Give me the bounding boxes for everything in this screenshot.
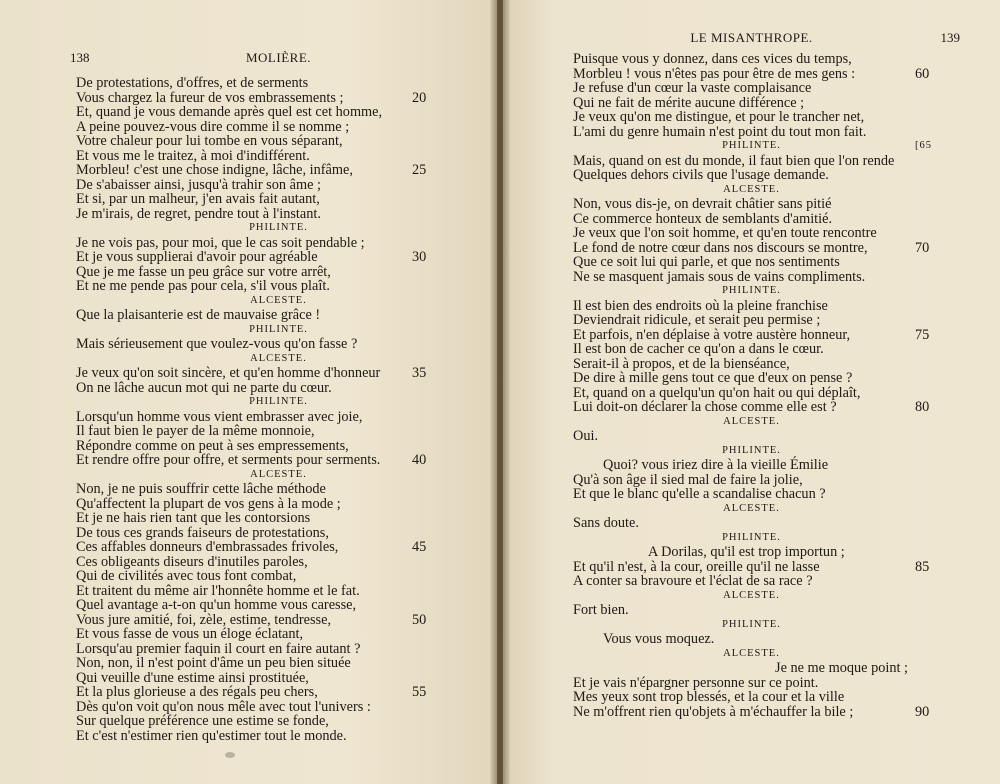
verse-text: Morbleu ! vous n'êtes pas pour être de mes gens : <box>573 65 856 82</box>
verse-text: Vous vous moquez. <box>603 631 715 647</box>
line-number: 40 <box>412 452 427 468</box>
verse-text: Lorsqu'au premier faquin il court en faire autant ? <box>76 640 361 657</box>
verse-text: Que je me fasse un peu grâce sur votre arrêt, <box>76 263 331 280</box>
speaker-name <box>60 221 497 236</box>
verse-text: Mes yeux sont trop blessés, et la cour et la ville <box>573 689 845 705</box>
verse-text: Je ne me moque point ; <box>775 660 909 676</box>
verse-text: Et que le blanc qu'elle a scandalise chacun ? <box>573 486 826 502</box>
verse-text: Je veux qu'on me distingue, et pour le trancher net, <box>573 109 865 125</box>
verse-text: Non, vous dis-je, on devrait châtier sans pitié <box>573 196 832 212</box>
verse-text: Puisque vous y donnez, dans ces vices du temps, <box>573 51 852 67</box>
verse-line <box>503 96 1000 111</box>
verse-text: Qu'à son âge il sied mal de faire la jolie, <box>573 471 803 488</box>
line-number: 50 <box>412 611 427 628</box>
verse-line <box>0 497 497 512</box>
verse-line <box>503 487 1000 502</box>
speaker-name <box>503 284 1000 299</box>
verse-line <box>0 410 497 425</box>
line-number: 90 <box>915 703 930 720</box>
verse-line <box>0 192 497 207</box>
speaker-label: PHILINTE. <box>722 140 781 151</box>
verse-text: De protestations, d'offres, et de serments <box>76 75 309 91</box>
verse-text: Mais, quand on est du monde, il faut bien que l'on rende <box>573 152 895 169</box>
page-smudge <box>225 752 235 758</box>
verse-line <box>0 178 497 193</box>
verse-line <box>503 676 1000 691</box>
verse-text: Je m'irais, de regret, pendre tout à l'instant. <box>76 205 321 222</box>
verse-line <box>0 236 497 251</box>
speaker-label: PHILINTE. <box>249 323 308 335</box>
verse-text: Et vous me le traitez, à moi d'indifférent. <box>76 147 310 164</box>
verse-line <box>0 729 497 744</box>
verse-text: Quoi? vous iriez dire à la vieille Émilie <box>603 457 829 473</box>
verse-line <box>503 357 1000 372</box>
speaker-name <box>503 139 1000 154</box>
verse-text: Ces obligeants diseurs d'inutiles paroles, <box>76 553 308 570</box>
verse-line <box>0 598 497 613</box>
verse-line <box>0 337 497 352</box>
verse-text: Oui. <box>573 428 599 444</box>
verse-text: Ne m'offrent rien qu'objets à m'échauffer la bile ; <box>573 703 854 720</box>
right-page-text <box>503 52 1000 719</box>
verse-line <box>503 473 1000 488</box>
verse-text: On ne lâche aucun mot qui ne parte du cœur. <box>76 379 332 396</box>
line-number: 60 <box>915 65 930 82</box>
verse-line <box>0 91 497 106</box>
speaker-name <box>503 618 1000 633</box>
verse-line <box>503 386 1000 401</box>
right-page-header <box>503 30 1000 46</box>
speaker-name <box>503 183 1000 198</box>
verse-line <box>503 212 1000 227</box>
line-number: 45 <box>412 539 427 555</box>
verse-line <box>503 255 1000 270</box>
verse-line <box>503 125 1000 140</box>
verse-text: Qu'affectent la plupart de vos gens à la mode ; <box>76 495 341 512</box>
verse-line <box>0 526 497 541</box>
verse-line <box>503 560 1000 575</box>
verse-line <box>503 690 1000 705</box>
line-number: 55 <box>412 684 427 700</box>
line-number: 30 <box>412 249 427 265</box>
verse-text: Répondre comme on peut à ses empressements, <box>76 437 349 454</box>
verse-text: Ces affables donneurs d'embrassades frivoles, <box>76 539 339 555</box>
left-page-text <box>0 76 497 743</box>
speaker-label: ALCESTE. <box>723 502 780 514</box>
verse-text: De s'abaisser ainsi, jusqu'à trahir son âme ; <box>76 176 321 193</box>
speaker-label: ALCESTE. <box>250 352 307 364</box>
verse-text: A conter sa bravoure et l'éclat de sa race ? <box>573 573 813 589</box>
speaker-label: ALCESTE. <box>250 468 307 480</box>
left-page-number: 138 <box>70 50 90 65</box>
verse-text: Vous jure amitié, foi, zèle, estime, tendresse, <box>76 611 332 628</box>
verse-line <box>0 671 497 686</box>
verse-line <box>0 381 497 396</box>
verse-line <box>503 81 1000 96</box>
verse-text: Qui ne fait de mérite aucune différence ; <box>573 94 805 111</box>
verse-line <box>0 511 497 526</box>
verse-line <box>503 632 1000 647</box>
verse-line <box>0 149 497 164</box>
verse-text: Ce commerce honteux de semblants d'amitié. <box>573 210 833 227</box>
verse-text: Ne se masquent jamais sous de vains compliments. <box>573 268 866 285</box>
speaker-name <box>503 502 1000 517</box>
verse-line <box>0 540 497 555</box>
verse-line <box>0 482 497 497</box>
verse-text: Et rendre offre pour offre, et serments pour serments. <box>76 452 381 468</box>
speaker-name <box>60 352 497 367</box>
verse-text: L'ami du genre humain n'est point du tout mon fait. <box>573 123 867 140</box>
verse-text: Serait-il à propos, et de la bienséance, <box>573 355 790 372</box>
verse-line <box>503 603 1000 618</box>
verse-line <box>503 661 1000 676</box>
verse-line <box>0 656 497 671</box>
verse-text: Lorsqu'un homme vous vient embrasser avec joie, <box>76 408 363 425</box>
speaker-label: ALCESTE. <box>723 647 780 659</box>
verse-text: Je veux qu'on soit sincère, et qu'en homme d'honneur <box>76 365 381 381</box>
book-gutter <box>490 0 510 784</box>
verse-line <box>503 328 1000 343</box>
verse-text: Et, quand je vous demande après quel est cet homme, <box>76 104 383 120</box>
verse-text: Et je ne hais rien tant que les contorsions <box>76 510 311 526</box>
verse-line <box>503 545 1000 560</box>
verse-line <box>0 279 497 294</box>
verse-line <box>0 76 497 91</box>
speaker-label: PHILINTE. <box>249 396 308 407</box>
line-number: 80 <box>915 399 930 415</box>
line-number: 70 <box>915 239 930 256</box>
verse-text: Le fond de notre cœur dans nos discours se montre, <box>573 239 868 256</box>
line-number: [65 <box>915 140 932 151</box>
verse-text: Quel avantage a-t-on qu'un homme vous caresse, <box>76 597 357 613</box>
verse-text: Que ce soit lui qui parle, et que nos sentiments <box>573 254 840 270</box>
verse-line <box>503 67 1000 82</box>
verse-line <box>0 366 497 381</box>
verse-line <box>503 241 1000 256</box>
verse-line <box>0 700 497 715</box>
speaker-label: ALCESTE. <box>723 415 780 427</box>
verse-text: Et traitent du même air l'honnête homme et le fat. <box>76 582 360 599</box>
verse-line <box>0 714 497 729</box>
verse-text: Que la plaisanterie est de mauvaise grâce ! <box>76 307 321 323</box>
verse-line <box>0 627 497 642</box>
verse-text: Et ne me pende pas pour cela, s'il vous plaît. <box>76 278 330 294</box>
verse-line <box>503 154 1000 169</box>
verse-text: De dire à mille gens tout ce que d'eux on pense ? <box>573 370 853 386</box>
verse-text: Non, non, il n'est point d'âme un peu bien située <box>76 655 351 671</box>
speaker-name <box>503 415 1000 430</box>
speaker-label: ALCESTE. <box>723 183 780 195</box>
verse-line <box>0 105 497 120</box>
verse-line <box>0 134 497 149</box>
verse-text: Et qu'il n'est, à la cour, oreille qu'il ne lasse <box>573 558 820 575</box>
speaker-name <box>503 647 1000 662</box>
right-page <box>503 0 1000 784</box>
verse-line <box>503 342 1000 357</box>
verse-line <box>0 250 497 265</box>
verse-text: A Dorilas, qu'il est trop importun ; <box>648 544 845 560</box>
verse-text: Dès qu'on voit qu'on nous mêle avec tout l'univers : <box>76 698 371 715</box>
verse-text: Je ne vois pas, pour moi, que le cas soit pendable ; <box>76 234 365 251</box>
verse-text: Et je vais n'épargner personne sur ce point. <box>573 674 819 691</box>
verse-text: Sur quelque préférence une estime se fonde, <box>76 713 329 729</box>
verse-text: Morbleu! c'est une chose indigne, lâche, infâme, <box>76 162 353 178</box>
verse-line <box>0 569 497 584</box>
right-page-running-title: LE MISANTHROPE. <box>690 30 813 45</box>
speaker-name <box>503 589 1000 604</box>
verse-line <box>0 584 497 599</box>
speaker-name <box>503 444 1000 459</box>
verse-text: Lui doit-on déclarer la chose comme elle est ? <box>573 399 837 415</box>
verse-text: Il est bon de cacher ce qu'on a dans le cœur. <box>573 341 824 357</box>
verse-line <box>503 313 1000 328</box>
line-number: 85 <box>915 558 930 575</box>
verse-text: Il est bien des endroits où la pleine franchise <box>573 297 828 314</box>
verse-text: Mais sérieusement que voulez-vous qu'on fasse ? <box>76 336 358 352</box>
verse-line <box>0 555 497 570</box>
verse-line <box>0 163 497 178</box>
verse-line <box>0 439 497 454</box>
verse-line <box>503 197 1000 212</box>
speaker-label: PHILINTE. <box>722 444 781 456</box>
verse-line <box>0 120 497 135</box>
verse-line <box>0 453 497 468</box>
verse-text: Votre chaleur pour lui tombe en vous séparant, <box>76 133 343 149</box>
verse-line <box>0 613 497 628</box>
left-page <box>0 0 497 784</box>
speaker-name <box>60 395 497 410</box>
verse-text: Et vous fasse de vous un éloge éclatant, <box>76 626 304 642</box>
speaker-label: ALCESTE. <box>250 294 307 306</box>
verse-text: Non, je ne puis souffrir cette lâche méthode <box>76 481 326 497</box>
verse-text: Et, quand on a quelqu'un qu'on hait ou qui déplaît, <box>573 384 861 401</box>
verse-text: Qui de civilités avec tous font combat, <box>76 568 297 584</box>
verse-text: A peine pouvez-vous dire comme il se nomme ; <box>76 118 350 135</box>
verse-line <box>503 371 1000 386</box>
verse-text: Qui veuille d'une estime ainsi prostituée, <box>76 669 309 686</box>
verse-line <box>0 642 497 657</box>
verse-text: Sans doute. <box>573 515 639 531</box>
verse-text: Et parfois, n'en déplaise à votre austère honneur, <box>573 326 851 343</box>
speaker-label: PHILINTE. <box>722 618 781 630</box>
speaker-name <box>60 323 497 338</box>
speaker-label: ALCESTE. <box>723 589 780 601</box>
verse-line <box>503 110 1000 125</box>
line-number: 25 <box>412 162 427 178</box>
speaker-name <box>503 531 1000 546</box>
verse-text: Et si, par un malheur, j'en avais fait autant, <box>76 191 320 207</box>
verse-line <box>503 299 1000 314</box>
verse-text: Fort bien. <box>573 602 629 618</box>
line-number: 35 <box>412 365 427 381</box>
verse-text: Je refuse d'un cœur la vaste complaisance <box>573 80 812 96</box>
verse-text: Et c'est n'estimer rien qu'estimer tout le monde. <box>76 727 347 744</box>
verse-text: Et la plus glorieuse a des régals peu chers, <box>76 684 318 700</box>
verse-text: Quelques dehors civils que l'usage demande. <box>573 167 829 183</box>
right-page-number: 139 <box>940 30 960 45</box>
speaker-label: PHILINTE. <box>722 285 781 296</box>
verse-line <box>503 270 1000 285</box>
speaker-name <box>60 294 497 309</box>
verse-line <box>503 168 1000 183</box>
verse-line <box>0 424 497 439</box>
verse-line <box>0 308 497 323</box>
verse-line <box>503 429 1000 444</box>
verse-line <box>503 400 1000 415</box>
speaker-label: PHILINTE. <box>722 531 781 543</box>
verse-line <box>0 685 497 700</box>
left-page-header <box>0 50 497 66</box>
verse-line <box>503 574 1000 589</box>
verse-text: Vous chargez la fureur de vos embrassements ; <box>76 89 344 106</box>
verse-text: Et je vous supplierai d'avoir pour agréable <box>76 249 318 265</box>
line-number: 75 <box>915 326 930 343</box>
verse-line <box>0 207 497 222</box>
verse-text: Je veux que l'on soit homme, et qu'en toute rencontre <box>573 225 877 241</box>
verse-line <box>0 265 497 280</box>
verse-line <box>503 226 1000 241</box>
left-page-running-title: MOLIÈRE. <box>245 50 312 65</box>
verse-text: De tous ces grands faiseurs de protestations, <box>76 524 329 541</box>
verse-text: Il faut bien le payer de la même monnoie, <box>76 423 315 439</box>
verse-line <box>503 458 1000 473</box>
verse-line <box>503 52 1000 67</box>
verse-line <box>503 516 1000 531</box>
speaker-label: PHILINTE. <box>249 222 308 233</box>
verse-line <box>503 705 1000 720</box>
line-number: 20 <box>412 89 427 106</box>
verse-text: Deviendrait ridicule, et serait peu permise ; <box>573 312 821 328</box>
speaker-name <box>60 468 497 483</box>
